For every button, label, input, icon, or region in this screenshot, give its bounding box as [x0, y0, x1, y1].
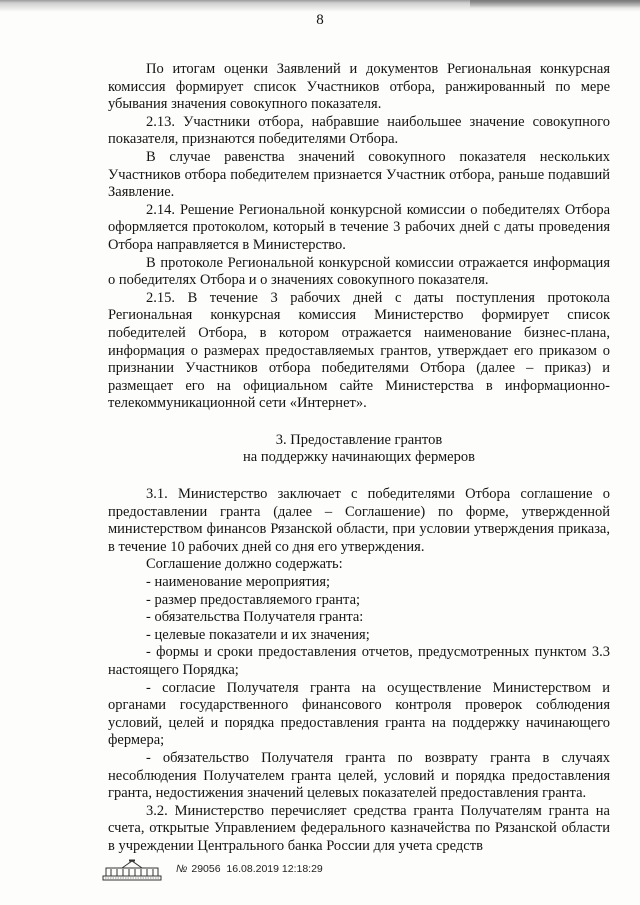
- paragraph: В случае равенства значений совокупного показателя нескольких Участников отбора победителем признается Участник отбора, раньше подавший Заявление.: [108, 148, 610, 201]
- paragraph: 2.15. В течение 3 рабочих дней с даты поступления протокола Региональная конкурсная комиссия Министерство формирует список победителей Отбора, в котором отражается наименование бизнес-плана, информация о размерах предоставляемых грантов, утверждает его приказом о признании Участников отбора победителями Отбора (далее – приказ) и размещает его на официальном сайте Министерства в информационно-телекоммуникационной сети «Интернет».: [108, 289, 610, 412]
- list-item: - размер предоставляемого гранта;: [146, 591, 361, 608]
- document-footer: [102, 858, 323, 882]
- section-title: 3. Предоставление грантов: [275, 431, 443, 448]
- list-item: - согласие Получателя гранта на осуществление Министерством и органами государственного финансового контроля проверок соблюдения условий, целей и порядка предоставления гранта на поддержку начинающего фермера;: [108, 679, 610, 749]
- building-emblem-icon: [102, 859, 162, 881]
- footer-doc-number: 29056: [191, 863, 221, 876]
- paragraph: По итогам оценки Заявлений и документов Региональная конкурсная комиссия формирует список Участников отбора, ранжированный по мере убывания значения совокупного показателя.: [108, 61, 610, 113]
- document-body: [108, 61, 610, 856]
- paragraph: 3.1. Министерство заключает с победителями Отбора соглашение о предоставлении гранта (далее – Соглашение) по форме, утвержденной министерством финансов Рязанской области, при условии утверждения приказа, в течение 10 рабочих дней со дня его утверждения.: [108, 486, 610, 555]
- page-number: 8: [316, 12, 324, 28]
- list-item: - обязательство Получателя гранта по возврату гранта в случаях несоблюдения Получателем гранта целей, условий и порядка предоставления гранта, недостижения значений целевых показателей предоставления гранта.: [108, 749, 610, 802]
- list-item: - целевые показатели и их значения;: [146, 626, 370, 643]
- footer-timestamp: 16.08.2019 12:18:29: [226, 863, 323, 876]
- paragraph: 2.13. Участники отбора, набравшие наибольшее значение совокупного показателя, признаются победителями Отбора.: [108, 113, 610, 148]
- paragraph: 3.2. Министерство перечисляет средства гранта Получателям гранта на счета, открытые Управлением федерального казначейства по Рязанской области в учреждении Центрального банка России для учета средств: [108, 802, 610, 854]
- paragraph: 2.14. Решение Региональной конкурсной комиссии о победителях Отбора оформляется протоколом, который в течение 3 рабочих дней с даты проведения Отбора направляется в Министерство.: [108, 201, 610, 253]
- scan-edge-shadow-right: [470, 0, 640, 8]
- paragraph: Соглашение должно содержать:: [146, 556, 343, 573]
- list-item: - формы и сроки предоставления отчетов, предусмотренных пунктом 3.3 настоящего Порядка;: [108, 644, 610, 678]
- paragraph: В протоколе Региональной конкурсной комиссии отражается информация о победителях Отбора и о значениях совокупного показателя.: [108, 254, 610, 289]
- section-subtitle: на поддержку начинающих фермеров: [243, 449, 475, 466]
- list-item: - обязательства Получателя гранта:: [146, 609, 364, 626]
- list-item: - наименование мероприятия;: [146, 574, 331, 591]
- footer-number-sign: №: [176, 863, 188, 876]
